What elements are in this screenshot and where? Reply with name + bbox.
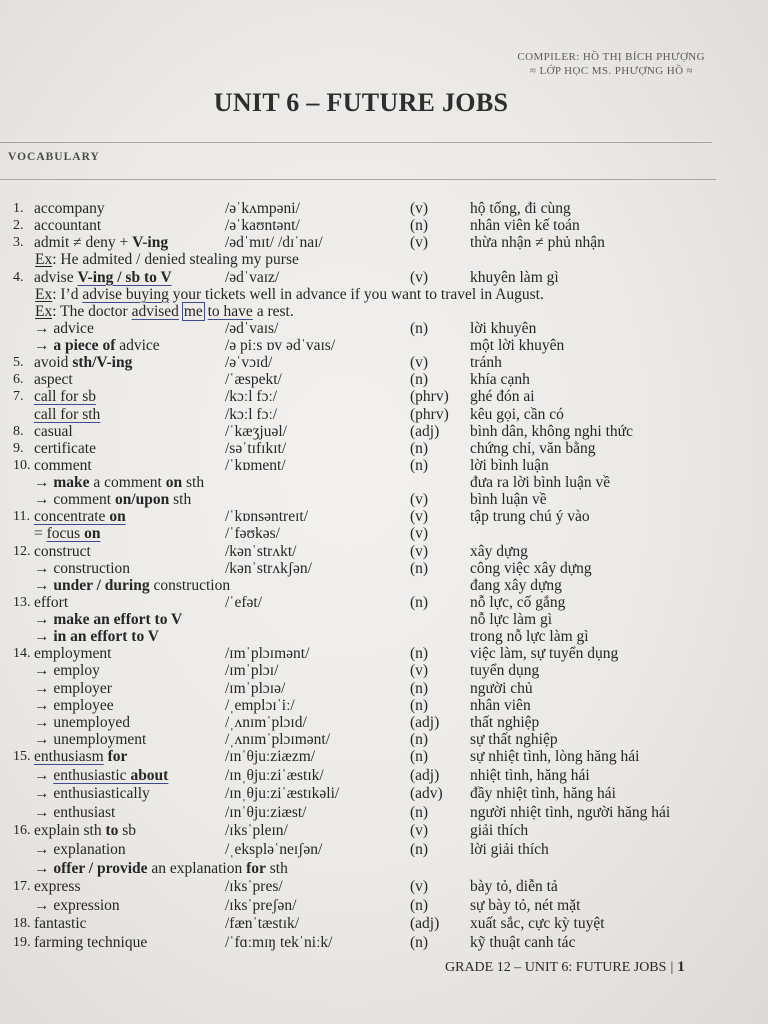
footer-text: GRADE 12 – UNIT 6: FUTURE JOBS [445,960,667,975]
term-segment: sth [265,859,288,877]
term-segment: make [53,474,90,491]
vocab-entry [0,200,768,217]
entry-number: 15. [13,749,31,764]
entry-word-class: (n) [410,645,429,663]
vocab-entry [0,217,768,234]
entry-pronunciation: /əˈkʌmpəni/ [225,200,300,217]
example-segment: advise buying [82,285,169,303]
entry-term: → unemployed [34,713,130,731]
entry-word-class: (adj) [410,766,440,784]
entry-word-class: (v) [410,200,429,217]
entry-term: → expression [34,896,120,914]
term-segment: → [34,611,54,628]
entry-term [34,767,168,786]
vocab-entry [0,860,768,879]
entry-pronunciation: /ˌekspləˈneɪʃən/ [225,840,323,858]
entry-number: 11. [13,509,30,525]
entry-meaning: một lời khuyên [470,337,565,354]
term-segment: V-ing / sb to V [77,268,172,286]
entry-pronunciation: /ˌʌnɪmˈplɔɪmənt/ [225,730,331,748]
entry-term: comment [34,456,92,474]
entry-term [34,860,288,879]
example-segment: Ex [35,285,53,303]
entry-pronunciation: /ˈfɑːmɪŋ tekˈniːk/ [225,933,333,951]
entry-meaning: tránh [470,354,502,372]
entry-pronunciation: /ɪksˈpleɪn/ [225,822,288,840]
entry-meaning: việc làm, sự tuyển dụng [470,645,619,663]
term-segment: for [107,748,128,765]
entry-term: → advice [34,319,94,337]
page-number: 1 [677,959,685,975]
entry-number: 3. [13,235,24,251]
entry-pronunciation: /ə piːs ɒv ədˈvaɪs/ [225,337,336,354]
example-sentence [0,251,768,268]
example-segment: me [183,302,203,320]
term-segment: advice [115,337,160,354]
term-segment: → [34,628,54,646]
entry-meaning: sự bày tỏ, nét mặt [470,896,581,914]
term-segment: on [109,508,126,526]
entry-word-class: (n) [410,371,429,389]
vocab-entry [0,804,768,823]
entry-pronunciation: /kənˈstrʌkt/ [225,542,297,560]
entry-meaning: chứng chỉ, văn bằng [470,439,596,457]
term-segment: = [34,525,47,543]
divider-line [0,142,712,143]
entry-term [34,628,159,645]
entry-meaning: thừa nhận ≠ phủ nhận [470,234,605,252]
entry-meaning: khía cạnh [470,371,530,389]
example-segment: to have [207,302,253,320]
vocab-entry [0,371,768,388]
entry-pronunciation: /ɪksˈpreʃən/ [225,896,297,914]
entry-word-class: (n) [410,319,429,337]
entry-meaning: lời giải thích [470,840,549,858]
entry-meaning: tập trung chú ý vào [470,508,590,526]
term-segment: enthusiastic [53,766,131,784]
entry-word-class: (n) [410,439,429,457]
entry-pronunciation: /ɪnˈθjuːziæst/ [225,803,307,821]
entry-pronunciation: /əˈkaʊntənt/ [225,217,300,235]
vocab-entry [0,697,768,714]
entry-number: 2. [13,218,24,234]
vocab-entry [0,269,768,286]
vocab-entry [0,354,768,371]
vocab-entry [0,440,768,457]
entry-meaning: đưa ra lời bình luận về [470,474,611,491]
vocab-entry [0,714,768,731]
entry-word-class: (adj) [410,915,440,933]
entry-number: 19. [13,934,31,950]
entry-meaning: lời khuyên [470,319,537,337]
vocab-entry [0,577,768,594]
example-segment: : He admited / denied stealing my purse [52,251,299,269]
term-segment: a comment [89,474,166,491]
vocab-entry [0,423,768,440]
term-segment: V-ing [132,234,169,252]
entry-term [34,388,96,405]
entry-term [34,508,126,525]
entry-word-class: (phrv) [410,388,449,406]
vocab-entry [0,767,768,786]
entry-word-class: (v) [410,268,429,286]
term-segment: to [105,822,119,840]
entry-term: effort [34,593,69,611]
term-segment: → [34,337,54,354]
vocab-entry [0,628,768,645]
entry-pronunciation: /ˈkɒment/ [225,456,286,474]
entry-meaning: bình dân, không nghi thức [470,422,633,440]
entry-term: employment [34,645,112,663]
entry-word-class: (v) [410,525,429,543]
vocab-entry [0,662,768,679]
term-segment: admit ≠ deny + [34,234,133,252]
term-segment: sth [169,491,192,509]
entry-term: aspect [34,371,73,389]
entry-term: fantastic [34,915,87,933]
entry-meaning: hộ tống, đi cùng [470,200,571,217]
term-segment: → [34,474,54,491]
entry-term: → enthusiastically [34,785,150,803]
entry-word-class: (n) [410,840,429,858]
term-segment: offer / provide [53,859,148,877]
example-sentence [0,286,768,303]
entry-pronunciation: /ˌemplɔɪˈiː/ [225,696,295,714]
vocab-entry [0,785,768,804]
vocab-entry [0,731,768,748]
entry-word-class: (n) [410,803,429,821]
vocab-entry [0,320,768,337]
entry-term: accompany [34,200,105,217]
entry-meaning: sự nhiệt tình, lòng hăng hái [470,748,640,765]
vocab-entry [0,594,768,611]
entry-word-class: (v) [410,662,429,680]
entry-meaning: trong nỗ lực làm gì [470,628,589,646]
entry-term [34,234,168,251]
entry-pronunciation: /ˈæspekt/ [225,371,282,389]
entry-pronunciation: /kɔːl fɔː/ [225,388,278,406]
entry-pronunciation: /ˈfəʊkəs/ [225,525,280,543]
entry-word-class: (v) [410,878,429,896]
vocab-entry [0,474,768,491]
entry-word-class: (v) [410,822,429,840]
entry-word-class: (n) [410,217,429,235]
entry-meaning: bày tỏ, diễn tả [470,878,558,896]
vocab-entry [0,878,768,897]
entry-meaning: đang xây dựng [470,576,562,594]
entry-meaning: nỗ lực làm gì [470,611,553,628]
term-segment: → [34,576,54,594]
entry-meaning: đầy nhiệt tình, hăng hái [470,785,616,803]
compiler-credit: COMPILER: HỒ THỊ BÍCH PHƯỢNG [517,51,705,63]
entry-pronunciation: /fænˈtæstɪk/ [225,915,300,933]
entry-pronunciation: /əˈvɔɪd/ [225,354,273,372]
entry-pronunciation: /ˌʌnɪmˈplɔɪd/ [225,713,307,731]
entry-number: 17. [13,879,31,895]
page-footer [445,959,685,976]
example-text [35,303,294,320]
term-segment: on/upon [114,491,170,509]
entry-meaning: kỹ thuật canh tác [470,933,576,951]
entry-term: casual [34,422,73,440]
entry-meaning: sự thất nghiệp [470,730,558,748]
term-segment: make an effort to V [53,611,183,628]
entry-number: 7. [13,389,24,405]
entry-term: express [34,878,81,896]
example-segment: advised [131,302,179,320]
entry-term [34,474,204,491]
entry-word-class: (adj) [410,422,440,440]
example-segment: Ex [35,251,53,269]
entry-meaning: nỗ lực, cố gắng [470,593,566,611]
term-segment: about [130,766,169,784]
term-segment: for [246,859,266,877]
entry-term: → employee [34,696,114,714]
class-credit: ≈ LỚP HỌC MS. PHƯỢNG HỒ ≈ [529,65,693,77]
entry-pronunciation: /ɪmˈplɔɪə/ [225,679,286,697]
term-segment: in an effort to V [53,628,159,646]
vocab-entry [0,234,768,251]
entry-meaning: nhiệt tình, hăng hái [470,766,590,784]
entry-pronunciation: /ˈkæʒjuəl/ [225,422,287,440]
entry-term: certificate [34,439,96,457]
term-segment: advise [34,268,78,286]
footer-separator: | [670,960,674,975]
entry-pronunciation: /ɪnˌθjuːziˈæstɪkəli/ [225,785,340,803]
entry-meaning: giải thích [470,822,529,840]
entry-term: → unemployment [34,730,147,748]
page-title: UNIT 6 – FUTURE JOBS [213,88,509,117]
entry-term [34,354,132,371]
entry-word-class: (n) [410,748,429,765]
example-segment: a rest. [252,302,294,320]
vocab-entry [0,748,768,767]
vocab-entry [0,645,768,662]
entry-number: 14. [13,646,31,662]
entry-term: → enthusiast [34,803,116,821]
vocab-entry [0,560,768,577]
entry-term: farming technique [34,933,148,951]
entry-meaning: kêu gọi, cần có [470,405,564,423]
entry-meaning: xuất sắc, cực kỳ tuyệt [470,915,605,933]
entry-term: → explanation [34,840,126,858]
term-segment: enthusiasm [34,748,104,765]
entry-word-class: (adv) [410,785,443,803]
entry-meaning: khuyên làm gì [470,268,559,286]
entry-word-class: (n) [410,730,429,748]
term-segment: concentrate [34,508,110,526]
entry-number: 12. [13,543,31,559]
entry-term [34,822,136,841]
vocab-entry [0,388,768,405]
example-segment: : The doctor [52,302,132,320]
term-segment: construction [149,576,231,594]
vocab-entry [0,822,768,841]
term-segment: → comment [34,491,115,509]
entry-word-class: (v) [410,234,429,252]
divider-line [0,179,716,180]
term-segment: sb [118,822,137,840]
entry-meaning: nhân viên [470,696,531,714]
entry-number: 1. [13,201,24,216]
vocabulary-list [0,200,768,953]
entry-number: 9. [13,440,24,456]
term-segment: explain sth [34,822,106,840]
entry-number: 10. [13,457,31,473]
section-heading: VOCABULARY [8,151,100,163]
term-segment: → [34,859,54,877]
entry-meaning: thất nghiệp [470,713,540,731]
vocab-entry [0,897,768,916]
entry-meaning: công việc xây dựng [470,559,592,577]
entry-number: 8. [13,423,24,439]
vocab-entry [0,337,768,354]
vocab-entry [0,406,768,423]
term-segment: on [165,474,183,491]
entry-word-class: (phrv) [410,405,449,423]
entry-term [34,611,182,628]
entry-term [34,406,100,423]
term-segment: sth [182,474,205,491]
example-text [35,251,299,268]
entry-word-class: (n) [410,559,429,577]
vocab-entry [0,457,768,474]
vocab-entry [0,508,768,525]
entry-number: 6. [13,372,24,388]
entry-word-class: (n) [410,933,429,951]
entry-word-class: (v) [410,542,429,560]
entry-pronunciation: /ɪksˈpres/ [225,878,283,896]
entry-term [34,491,191,508]
entry-word-class: (v) [410,491,429,509]
entry-meaning: ghé đón ai [470,388,535,406]
vocab-entry [0,525,768,542]
entry-meaning: lời bình luận [470,456,549,474]
entry-number: 13. [13,594,31,610]
entry-term [34,748,127,767]
entry-word-class: (n) [410,896,429,914]
entry-pronunciation: /ˈefət/ [225,593,263,611]
entry-word-class: (n) [410,696,429,714]
entry-word-class: (v) [410,354,429,372]
entry-meaning: tuyển dụng [470,662,540,680]
entry-pronunciation: /ədˈmɪt/ /dɪˈnaɪ/ [225,234,323,252]
entry-pronunciation: /ɪmˈplɔɪmənt/ [225,645,310,663]
term-segment: sth/V-ing [72,354,133,372]
vocab-entry [0,915,768,934]
term-segment: a piece of [53,337,116,354]
entry-number: 5. [13,355,24,371]
entry-meaning: bình luận về [470,491,547,509]
entry-term [34,269,172,286]
example-segment: : I’d [52,285,83,303]
entry-term: construct [34,542,91,560]
entry-term: → employer [34,679,112,697]
entry-term: accountant [34,217,102,235]
entry-term [34,337,160,354]
vocab-entry [0,491,768,508]
entry-number: 18. [13,916,31,932]
term-segment: under / during [53,576,150,594]
entry-pronunciation: /səˈtɪfɪkɪt/ [225,439,287,457]
entry-number: 4. [13,269,24,285]
entry-pronunciation: /kɔːl fɔː/ [225,405,278,423]
term-segment: on [84,525,101,543]
entry-word-class: (adj) [410,713,440,731]
entry-number: 16. [13,823,31,839]
entry-pronunciation: /kənˈstrʌkʃən/ [225,559,312,577]
term-segment: focus [46,525,85,543]
vocab-entry [0,680,768,697]
entry-term [34,577,230,594]
vocab-entry [0,611,768,628]
entry-term: → construction [34,559,130,577]
entry-word-class: (n) [410,456,429,474]
term-segment: → [34,766,54,784]
term-segment: call for sth [34,405,101,423]
entry-meaning: nhân viên kế toán [470,217,580,235]
example-segment: Ex [35,302,53,320]
vocab-entry [0,841,768,860]
entry-meaning: người chủ [470,679,533,697]
vocab-entry [0,934,768,953]
entry-pronunciation: /ɪnˈθjuːziæzm/ [225,748,316,765]
example-sentence [0,303,768,320]
entry-meaning: xây dựng [470,542,528,560]
entry-term [34,525,100,542]
entry-pronunciation: /ɪnˌθjuːziˈæstɪk/ [225,766,324,784]
entry-pronunciation: /ˈkɒnsəntreɪt/ [225,508,309,526]
entry-pronunciation: /ɪmˈplɔɪ/ [225,662,279,680]
entry-word-class: (n) [410,593,429,611]
entry-pronunciation: /ədˈvaɪz/ [225,268,280,286]
example-segment: your tickets well in advance if you want to travel in August. [168,285,544,303]
term-segment: avoid [34,354,73,372]
entry-meaning: người nhiệt tình, người hăng hái [470,803,671,821]
term-segment: an explanation [147,859,247,877]
entry-term: → employ [34,662,100,680]
example-text [35,286,544,303]
term-segment: call for sb [34,388,96,406]
entry-word-class: (v) [410,508,429,526]
entry-pronunciation: /ədˈvaɪs/ [225,319,279,337]
entry-word-class: (n) [410,679,429,697]
vocab-entry [0,543,768,560]
